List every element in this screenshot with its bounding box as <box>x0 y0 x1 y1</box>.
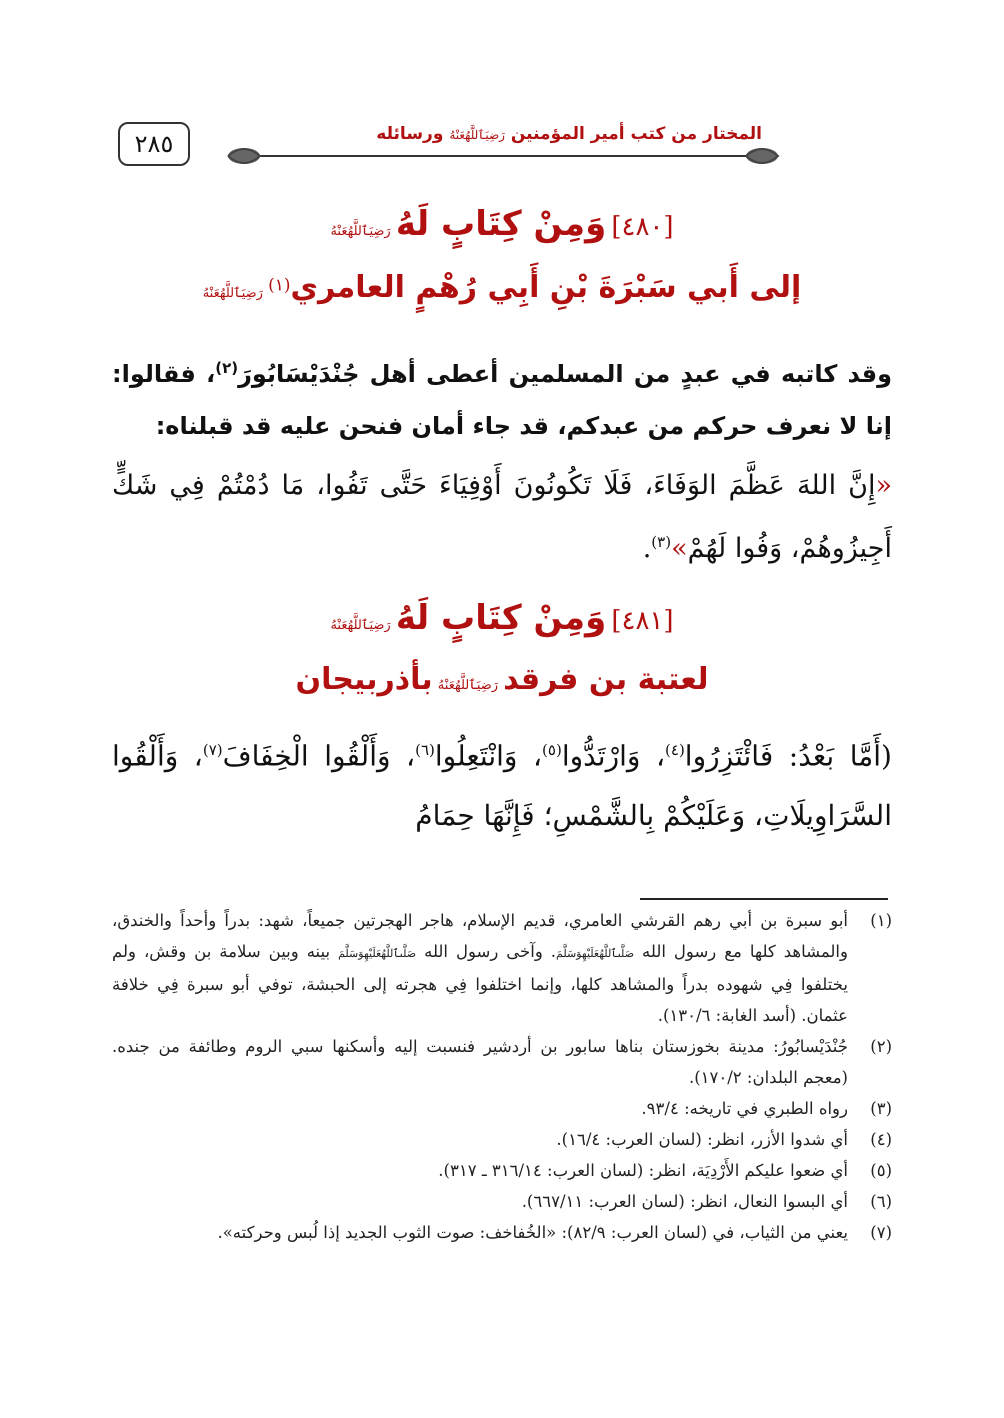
footnote-number: (٢) <box>870 1037 892 1056</box>
footnote-text: أبو سبرة بن أبي رهم القرشي العامري، قديم الإسلام، هاجر الهجرتين جميعاً، شهد: بدراً وأحداً والخندق، والمشاهد كلها مع رسول الله <box>112 911 848 961</box>
footnote-number: (٤) <box>870 1130 892 1149</box>
page-number: ٢٨٥ <box>118 122 190 166</box>
letter-481-recipient-honorific: رَضِيَٱللَّهُعَنْهُ <box>437 678 499 693</box>
footnote-4 <box>112 1124 892 1155</box>
footnote-text: أي شدوا الأزر، انظر: (لسان العرب: ١٦/٤). <box>556 1130 848 1149</box>
body-text-3: ، وَانْتَعِلُوا <box>434 739 543 773</box>
footnote-number: (٦) <box>870 1192 892 1211</box>
quote-text: إِنَّ اللهَ عَظَّمَ الوَفَاءَ، فَلَا تَكُونُونَ أَوْفِيَاءَ حَتَّى تَفُوا، مَا دُمْتُمْ فِي شَكٍّ أَجِيزُوهُمْ، وَفُوا لَهُمْ <box>112 470 892 564</box>
letter-480-heading <box>110 204 894 244</box>
letter-481-heading <box>110 598 894 638</box>
letter-480-context <box>112 342 892 452</box>
letter-480-title: وَمِنْ كِتَابٍ لَهُ <box>395 204 607 244</box>
letter-481-honorific: رَضِيَٱللَّهُعَنْهُ <box>330 618 391 633</box>
letter-481-title: وَمِنْ كِتَابٍ لَهُ <box>395 598 607 638</box>
footnotes <box>112 905 892 1248</box>
letter-480-recipient-honorific: رَضِيَٱللَّهُعَنْهُ <box>202 286 263 301</box>
footnote-6 <box>112 1186 892 1217</box>
quote-close-mark: » <box>671 533 688 564</box>
letter-481-body <box>112 720 892 846</box>
footnote-text: أي البسوا النعال، انظر: (لسان العرب: ٦٦٧/١١). <box>521 1192 848 1211</box>
header-title-tail: ورسائله <box>376 124 444 144</box>
header-title-text: المختار من كتب أمير المؤمنين <box>510 124 762 144</box>
footnote-divider <box>640 898 888 900</box>
body-text-4: ، وَأَلْقُوا الْخِفَافَ <box>222 739 416 773</box>
letter-480-recipient-text: إلى أَبي سَبْرَةَ بْنِ أَبِي رُهْمٍ العامري <box>290 270 802 305</box>
footnote-5 <box>112 1155 892 1186</box>
footnote-ref-1[interactable]: (١) <box>268 275 291 296</box>
footnote-7 <box>112 1217 892 1248</box>
footnote-ref-2[interactable]: (٢) <box>215 359 239 377</box>
letter-481-recipient-place: بأذربيجان <box>295 662 433 697</box>
letter-480-honorific: رَضِيَٱللَّهُعَنْهُ <box>330 224 391 239</box>
quote-end: . <box>642 533 652 564</box>
footnote-text: بينه وبين سلامة بن وقش، ولم يختلفوا فِي شهوده بدراً والمشاهد كلها، وإنما اختلفوا فِي هجرته إلى الحبشة، توفي أبو سبرة فِي خلافة عثمان. (أسد الغابة: ١٣٠/٦). <box>112 942 848 1025</box>
footnote-text: يعني من الثياب، في (لسان العرب: ٨٢/٩): «الخُفاخف: صوت الثوب الجديد إذا لُبس وحركته». <box>217 1223 848 1242</box>
footnote-ref-3[interactable]: (٣) <box>651 533 672 551</box>
body-text-2: ، وَارْتَدُّوا <box>561 739 666 773</box>
footnote-text: جُنْدَيْسابُورُ: مدينة بخوزستان بناها سابور بن أردشير فنسبت إليه وأسكنها سبي الروم وطائفة من جنده. (معجم البلدان: ١٧٠/٢). <box>112 1037 848 1087</box>
footnote-1 <box>112 905 892 1031</box>
footnote-salawat: صَلَّىٱللَّهُعَلَيْهِوَسَلَّمَ <box>556 947 635 960</box>
footnote-salawat: صَلَّىٱللَّهُعَلَيْهِوَسَلَّمَ <box>338 947 417 960</box>
footnote-number: (١) <box>870 911 892 930</box>
footnote-ref-6[interactable]: (٦) <box>415 741 435 759</box>
letter-481-recipient <box>110 662 894 697</box>
footnote-number: (٥) <box>870 1161 892 1180</box>
letter-480-recipient <box>110 270 894 305</box>
footnote-2 <box>112 1031 892 1093</box>
footnote-ref-4[interactable]: (٤) <box>665 741 685 759</box>
footnote-text: . وآخى رسول الله <box>424 942 557 961</box>
footnote-ref-5[interactable]: (٥) <box>542 741 562 759</box>
letter-480-quote <box>112 458 892 577</box>
quote-open-mark: « <box>875 470 892 501</box>
footnote-number: (٣) <box>870 1099 892 1118</box>
footnote-text: أي ضعوا عليكم الأَرْدِيَة، انظر: (لسان العرب: ٣١٦/١٤ ـ ٣١٧). <box>438 1161 848 1180</box>
footnote-ref-7[interactable]: (٧) <box>202 741 223 759</box>
context-text: وقد كاتبه في عبدٍ من المسلمين أعطى أهل جُنْدَيْسَابُورَ <box>238 360 892 388</box>
header-title <box>368 124 770 144</box>
footnote-number: (٧) <box>870 1223 892 1242</box>
body-text-1: (أَمَّا بَعْدُ: فَائْتَزِرُوا <box>684 739 892 773</box>
letter-481-number: [٤٨١] <box>611 606 674 636</box>
letter-481-recipient-text: لعتبة بن فرقد <box>503 662 709 697</box>
context-text-cont: ، فقالوا: إنا لا نعرف حركم من عبدكم، قد جاء أمان فنحن عليه قد قبلناه: <box>112 360 892 440</box>
footnote-text: رواه الطبري في تاريخه: ٩٣/٤. <box>641 1099 848 1118</box>
running-header <box>118 118 888 174</box>
header-honorific: رَضِيَٱللَّهُعَنْهُ <box>449 128 505 142</box>
footnote-3 <box>112 1093 892 1124</box>
body-text-5: ، وَأَلْقُوا السَّرَاوِيلَاتِ، وَعَلَيْكُمْ بِالشَّمْسِ؛ فَإِنَّهَا حِمَامُ <box>112 739 892 833</box>
letter-480-number: [٤٨٠] <box>611 212 674 242</box>
